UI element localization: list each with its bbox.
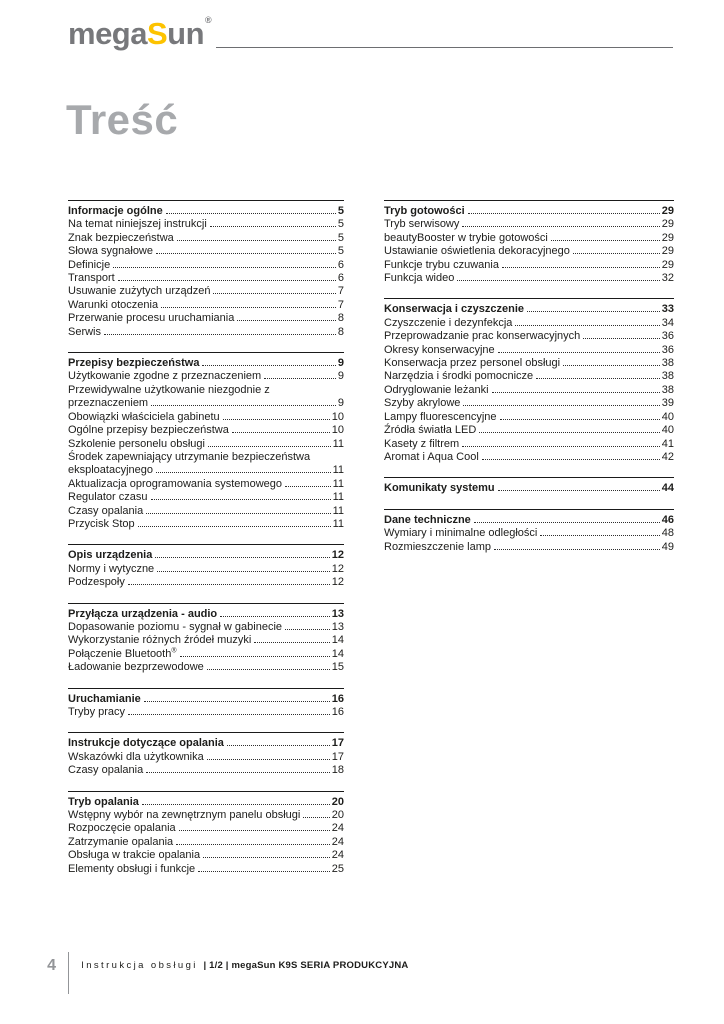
toc-entry-label: Rozmieszczenie lamp [384,540,491,553]
toc-page-number: 14 [331,634,344,647]
dot-leader [462,446,660,447]
dot-leader [223,419,330,420]
registered-trademark-icon: ® [171,647,177,655]
toc-section [384,477,674,495]
toc-page-number: 11 [332,517,344,530]
dot-leader [177,240,336,241]
toc-page-number: 34 [661,316,674,329]
toc-page-number: 5 [337,218,344,231]
toc-entry-label: Odryglowanie leżanki [384,383,489,396]
dot-leader [207,669,330,670]
toc-entry-label: Ustawianie oświetlenia dekoracyjnego [384,245,570,258]
toc-section-heading [68,549,344,562]
toc-entry-wrap-line: Przewidywalne użytkowanie niezgodnie z [68,383,270,396]
toc-entry [68,764,344,777]
toc-page-number: 20 [331,795,344,808]
toc-entry-label: Podzespoły [68,576,125,589]
toc-entry [384,411,674,424]
toc-entry [68,424,344,437]
toc-entry [68,370,344,383]
toc-entry [68,849,344,862]
toc-section [68,352,344,531]
toc-entry [68,285,344,298]
toc-entry [384,424,674,437]
dot-leader [502,267,660,268]
toc-entry-label: Transport [68,272,115,285]
toc-page-number: 11 [332,464,344,477]
toc-entry [68,822,344,835]
dot-leader [498,490,660,491]
toc-entry [68,661,344,674]
toc-entry-label: Definicje [68,258,111,271]
table-of-contents [68,200,674,889]
toc-section-title: Opis urządzenia [68,549,153,562]
dot-leader [213,293,335,294]
toc-entry-label: eksploatacyjnego [68,464,154,477]
dot-leader [180,656,330,657]
toc-entry-label: Narzędzia i środki pomocnicze [384,370,534,383]
toc-entry [384,259,674,272]
toc-entry [384,370,674,383]
toc-entry [384,330,674,343]
registered-trademark-icon: ® [205,15,212,25]
toc-page-number: 16 [331,706,344,718]
toc-entry-label: Funkcje trybu czuwania [384,258,499,271]
toc-entry [384,438,674,451]
toc-entry-label: Czasy opalania [68,504,144,517]
toc-entry-label: Ładowanie bezprzewodowe [68,661,204,674]
toc-entry-label: Elementy obsługi i funkcje [68,862,196,875]
dot-leader [457,280,659,281]
dot-leader [210,226,336,227]
dot-leader [146,772,330,773]
dot-leader [128,714,330,715]
toc-page-number: 32 [661,272,674,285]
footer-doc-meta: | 1/2 | megaSun K9S SERIA PRODUKCYJNA [203,960,409,971]
dot-leader [155,557,329,558]
dot-leader [179,830,330,831]
toc-entry-label: Obsługa w trakcie opalania [68,849,201,862]
dot-leader [203,857,330,858]
dot-leader [151,405,336,406]
toc-entry-label: Usuwanie zużytych urządzeń [68,285,211,298]
toc-page-number: 16 [331,692,344,705]
toc-section-heading [384,303,674,316]
megasun-logo [68,15,212,51]
toc-page-number: 49 [661,540,674,553]
dot-leader [104,334,336,335]
toc-page-number: 41 [661,437,674,450]
toc-page-number: 44 [661,482,674,495]
toc-entry [68,809,344,822]
toc-section-title: Przyłącza urządzenia - audio [68,607,218,620]
toc-section-title: Dane techniczne [384,513,471,526]
toc-entry-label: Znak bezpieczeństwa [68,231,174,244]
toc-entry-label: Lampy fluorescencyjne [384,410,497,423]
toc-entry [68,438,344,451]
toc-page-number: 15 [331,661,344,674]
toc-page-number: 13 [331,620,344,633]
dot-leader [157,571,330,572]
toc-page-number: 5 [337,205,344,217]
toc-entry-label: Na temat niniejszej instrukcji [68,218,207,231]
toc-entry [68,312,344,325]
toc-page-number: 38 [661,357,674,370]
toc-page-number: 8 [337,312,344,325]
toc-entry [68,648,344,661]
toc-section-heading [384,514,674,527]
toc-page-number: 11 [332,477,344,490]
toc-page-number: 10 [331,410,344,423]
dot-leader [128,584,330,585]
toc-page-number: 17 [331,737,344,750]
toc-page-number: 29 [661,218,674,231]
toc-entry [384,384,674,397]
toc-entry-label: beautyBooster w trybie gotowości [384,231,548,244]
toc-entry [68,326,344,339]
toc-entry [384,218,674,231]
page-header [68,15,673,51]
toc-section [68,200,344,339]
toc-entry [68,478,344,491]
dot-leader [474,522,660,523]
toc-section-title: Informacje ogólne [68,205,163,217]
toc-entry [384,541,674,554]
toc-page-number: 11 [332,491,344,504]
dot-leader [176,844,330,845]
toc-entry [68,518,344,531]
toc-entry-wrap-line: Środek zapewniający utrzymanie bezpieczeństwa [68,450,311,463]
toc-entry-label: Wykorzystanie różnych źródeł muzyki [68,634,252,647]
toc-entry [68,272,344,285]
toc-page-number: 10 [331,424,344,437]
toc-page-number: 13 [331,607,344,620]
toc-entry-label: Szyby akrylowe [384,397,461,410]
dot-leader [161,307,336,308]
dot-leader [144,701,330,702]
dot-leader [138,526,331,527]
dot-leader [583,338,659,339]
toc-page-number: 46 [661,513,674,526]
toc-page-number: 12 [331,549,344,562]
toc-page-number: 11 [332,437,344,450]
toc-page-number: 29 [661,231,674,244]
dot-leader [227,745,330,746]
dot-leader [536,378,660,379]
toc-entry [384,344,674,357]
toc-page-number: 20 [331,809,344,822]
toc-page-number: 18 [331,764,344,777]
toc-section-title: Komunikaty systemu [384,482,495,495]
toc-entry [68,491,344,504]
dot-leader [220,616,330,617]
toc-column-right [384,200,674,567]
toc-section-heading [68,608,344,621]
dot-leader [207,759,330,760]
toc-page-number: 24 [331,835,344,848]
toc-page-number: 25 [331,862,344,875]
toc-entry-label: Słowa sygnałowe [68,245,153,258]
toc-entry [68,259,344,272]
toc-entry [68,563,344,576]
toc-section-heading [68,796,344,809]
toc-entry-label: Przycisk Stop [68,517,135,530]
toc-entry-label: Wstępny wybór na zewnętrznym panelu obsługi [68,809,301,822]
toc-page-number: 7 [337,285,344,298]
toc-page-number: 36 [661,343,674,356]
toc-entry-label: Wskazówki dla użytkownika [68,750,204,763]
page-footer [44,952,684,994]
toc-section-title: Uruchamianie [68,692,141,705]
dot-leader [232,432,330,433]
toc-entry-label: Regulator czasu [68,491,148,504]
dot-leader [198,871,330,872]
toc-section-title: Tryb opalania [68,795,139,808]
dot-leader [551,240,660,241]
toc-entry-label: Kasety z filtrem [384,437,460,450]
toc-page-number: 11 [332,504,344,517]
toc-entry [68,751,344,764]
dot-leader [156,472,331,473]
toc-entry-label: Wymiary i minimalne odległości [384,527,538,540]
toc-entry [68,411,344,424]
toc-page-number: 29 [661,245,674,258]
dot-leader [527,311,660,312]
toc-entry [68,232,344,245]
toc-section-heading [68,693,344,706]
toc-page-number: 29 [661,205,674,217]
toc-section-heading [68,357,344,370]
toc-page-number: 40 [661,424,674,437]
toc-section [68,603,344,675]
toc-section [68,732,344,777]
toc-entry [384,527,674,540]
toc-entry [68,634,344,647]
toc-entry [384,245,674,258]
toc-section [384,200,674,285]
toc-page-number: 5 [337,245,344,258]
dot-leader [463,405,659,406]
toc-entry-label: Funkcja wideo [384,272,455,285]
toc-entry-label: Okresy konserwacyjne [384,343,495,356]
toc-section-heading [68,737,344,750]
dot-leader [166,213,336,214]
toc-entry [384,317,674,330]
toc-entry-label: przeznaczeniem [68,397,149,410]
toc-page-number: 24 [331,849,344,862]
toc-entry [68,397,344,410]
toc-page-number: 6 [337,272,344,285]
toc-entry [384,272,674,285]
page-number: 4 [47,957,56,974]
toc-section-heading [384,205,674,218]
toc-column-left [68,200,344,889]
footer-text [81,960,408,971]
toc-entry-label: Źródła światła LED [384,424,477,437]
dot-leader [113,267,336,268]
toc-page-number: 12 [331,562,344,575]
footer-divider [68,952,69,994]
toc-entry-label: Tryb serwisowy [384,218,460,231]
toc-entry-label: Aromat i Aqua Cool [384,450,479,463]
toc-page-number: 14 [331,647,344,660]
dot-leader [142,804,330,805]
toc-entry [384,357,674,370]
toc-entry [68,245,344,258]
toc-entry-label: Przeprowadzanie prac konserwacyjnych [384,330,581,343]
footer-doc-title: Instrukcja obsługi [81,960,198,971]
dot-leader [303,817,329,818]
toc-page-number: 9 [337,370,344,383]
toc-page-number: 40 [661,410,674,423]
toc-entry-label: Ogólne przepisy bezpieczeństwa [68,424,229,437]
toc-entry-label: Szkolenie personelu obsługi [68,437,205,450]
toc-section-title: Konserwacja i czyszczenie [384,303,525,316]
toc-section-heading [384,482,674,495]
toc-entry [384,397,674,410]
toc-page-number: 6 [337,258,344,271]
toc-page-number: 17 [331,750,344,763]
dot-leader [479,432,659,433]
toc-entry-label: Normy i wytyczne [68,562,155,575]
toc-entry-label: Czasy opalania [68,764,144,777]
toc-entry-label: Serwis [68,325,102,338]
dot-leader [264,378,336,379]
dot-leader [208,446,331,447]
toc-section-heading [68,205,344,218]
dot-leader [285,629,330,630]
toc-entry [68,218,344,231]
dot-leader [515,325,659,326]
toc-page-number: 36 [661,330,674,343]
dot-leader [156,253,336,254]
toc-entry-label: Przerwanie procesu uruchamiania [68,312,235,325]
toc-entry-label: Dopasowanie poziomu - sygnał w gabinecie [68,620,283,633]
toc-entry [68,505,344,518]
dot-leader [494,549,660,550]
dot-leader [237,320,336,321]
toc-page-number: 38 [661,383,674,396]
page-title: Treść [66,96,179,143]
toc-page-number: 5 [337,231,344,244]
toc-page-number: 12 [331,576,344,589]
toc-entry [68,299,344,312]
toc-entry [68,706,344,719]
dot-leader [573,253,660,254]
dot-leader [285,486,331,487]
dot-leader [254,642,329,643]
toc-page-number: 33 [661,303,674,316]
toc-entry-label: Obowiązki właściciela gabinetu [68,410,220,423]
toc-section [68,688,344,720]
dot-leader [540,535,659,536]
toc-section-title: Instrukcje dotyczące opalania [68,737,224,750]
dot-leader [468,213,660,214]
dot-leader [151,499,331,500]
toc-page-number: 39 [661,397,674,410]
toc-entry-label: Konserwacja przez personel obsługi [384,357,561,370]
toc-section [68,544,344,589]
dot-leader [492,392,660,393]
dot-leader [146,513,330,514]
toc-entry-label: Tryby pracy [68,706,126,718]
dot-leader [118,280,336,281]
toc-page-number: 42 [661,450,674,463]
toc-entry-label: Aktualizacja oprogramowania systemowego [68,477,282,490]
toc-entry [68,836,344,849]
dot-leader [202,365,335,366]
toc-entry [68,621,344,634]
toc-entry-label: Czyszczenie i dezynfekcja [384,316,513,329]
toc-page-number: 38 [661,370,674,383]
toc-entry [68,863,344,876]
toc-page-number: 7 [337,298,344,311]
toc-page-number: 24 [331,822,344,835]
dot-leader [462,226,659,227]
toc-section [384,298,674,464]
logo-text-prefix: mega [68,16,147,51]
toc-entry-label: Zatrzymanie opalania [68,835,174,848]
toc-entry-label: Rozpoczęcie opalania [68,822,176,835]
toc-page-number: 9 [337,397,344,410]
logo-accent-letter: S [146,16,168,51]
toc-section [68,791,344,876]
toc-entry [68,464,344,477]
dot-leader [563,365,660,366]
toc-page-number: 8 [337,325,344,338]
logo-text-suffix: un [167,16,205,51]
toc-entry [68,576,344,589]
toc-section-title: Przepisy bezpieczeństwa [68,357,200,370]
dot-leader [482,459,660,460]
toc-page-number: 29 [661,258,674,271]
toc-entry-label: Warunki otoczenia [68,298,159,311]
toc-page-number: 48 [661,527,674,540]
toc-entry-label: Połączenie Bluetooth® [68,647,177,660]
toc-entry-label: Użytkowanie zgodne z przeznaczeniem [68,370,262,383]
header-rule [216,47,673,48]
toc-entry [384,232,674,245]
dot-leader [500,419,660,420]
dot-leader [498,352,660,353]
toc-section [384,509,674,554]
toc-section-title: Tryb gotowości [384,205,465,217]
toc-entry [384,451,674,464]
toc-page-number: 9 [337,357,344,370]
